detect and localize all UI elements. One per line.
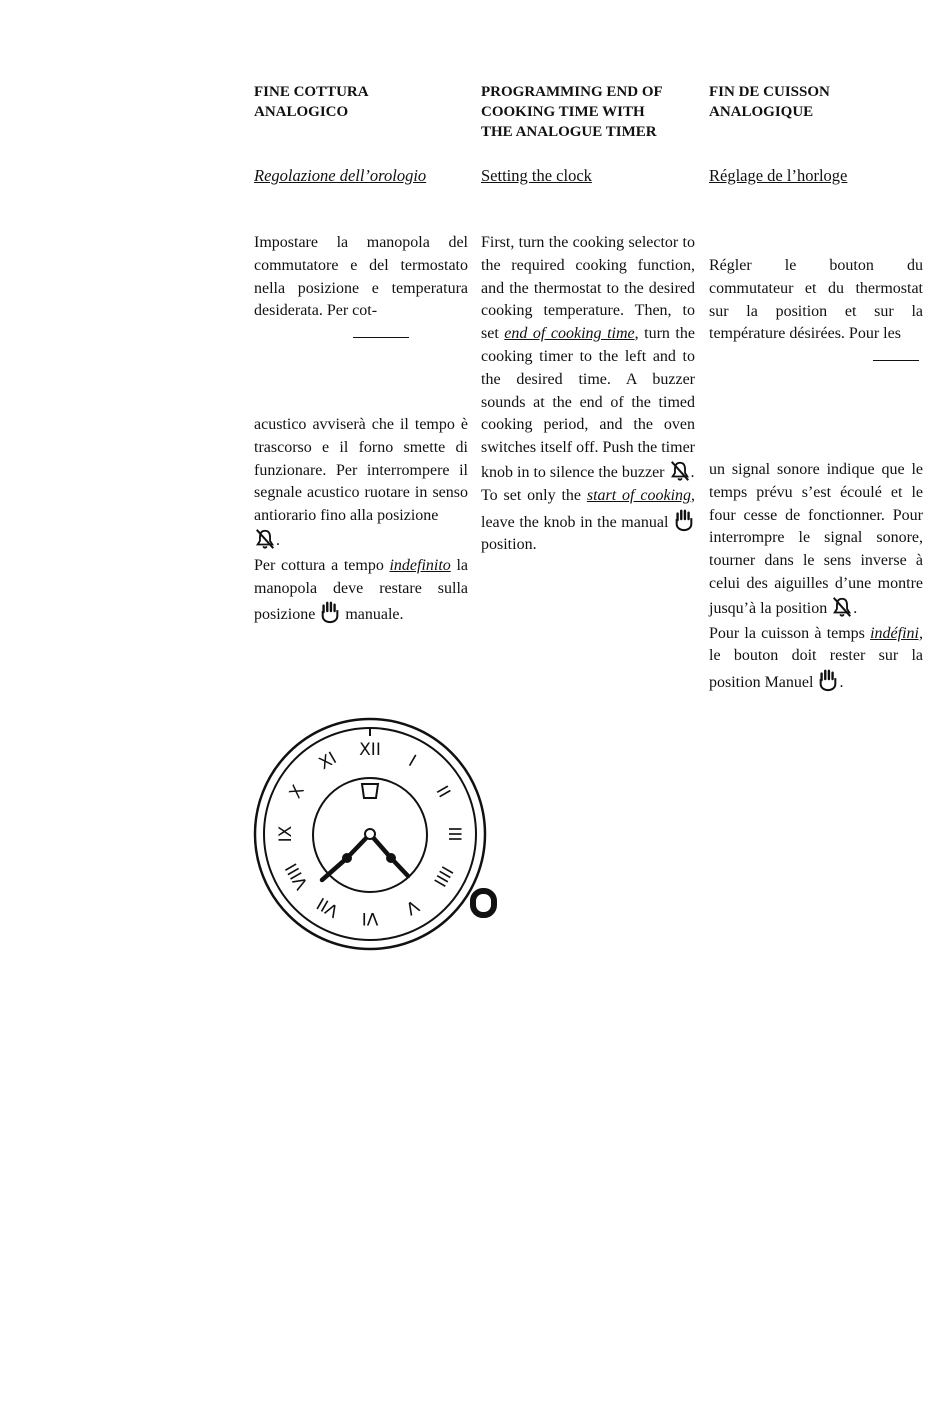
english-text-d: , leave the knob in the manual — [481, 486, 696, 531]
italian-intro-paragraph — [254, 232, 468, 339]
french-indefinite-word: indéfini, — [870, 624, 923, 642]
hand-joint — [342, 853, 352, 863]
french-buzzer-paragraph — [709, 459, 923, 695]
heading-line: THE ANALOGUE TIMER — [481, 124, 657, 140]
period: . — [853, 599, 858, 617]
analogue-timer-illustration — [250, 712, 500, 957]
clock-numeral: XII — [359, 740, 381, 760]
clock-numeral: IX — [276, 825, 296, 843]
period: . — [276, 531, 280, 549]
italian-buzzer-sentence: acustico avviserà che il tempo è trascorso e il forno smette di funzionare. Per interrompere il segnale acustico ruotare in senso antiorario fino alla posizione — [254, 416, 468, 525]
heading-line: COOKING TIME WITH — [481, 104, 645, 120]
clock-numeral: II — [431, 782, 454, 802]
heading-line: ANALOGIQUE — [709, 104, 814, 120]
french-indefinite-end: . — [839, 674, 844, 692]
english-paragraph — [481, 232, 695, 557]
clock-numeral: IIII — [429, 862, 457, 890]
clock-numeral: VI — [361, 908, 379, 928]
italian-indefinite-prefix: Per cottura a tempo — [254, 556, 390, 574]
clock-numeral: VIII — [281, 859, 313, 893]
french-indefinite-text — [709, 623, 923, 695]
heading-french — [709, 82, 923, 122]
pointer-marker-icon — [362, 784, 378, 798]
english-text-b: , turn the cooking timer to the left and to the desired time. A buzzer sounds at the end of the timed cooking period, and the oven switches itself off. Push the timer knob in to silence the buzzer — [481, 325, 695, 481]
italian-indefinite-end: manuale. — [341, 606, 404, 624]
italian-intro-text: Impostare la manopola del commutatore e del termostato nella posizione e temperatura desiderata. Per cot- — [254, 234, 468, 320]
french-buzzer-sentence: un signal sonore indique que le temps prévu s’est écoulé et le four cesse de fonctionner. Pour interrompre le signal sonore, tourner dans le sens inverse à celui des aiguilles d’une montre jusqu’à la position — [709, 461, 923, 617]
clock-center-pivot — [365, 829, 375, 839]
blank-line — [873, 360, 919, 362]
hand-icon — [673, 508, 695, 532]
heading-english — [481, 82, 695, 142]
clock-numeral: III — [444, 826, 464, 842]
italian-indefinite-text — [254, 555, 468, 627]
french-buzzer-text — [709, 459, 923, 621]
french-intro-paragraph — [709, 255, 923, 362]
clock-numeral: VII — [313, 892, 343, 921]
hand-icon — [319, 600, 341, 624]
knob-indicator-icon — [473, 891, 494, 915]
bell-off-icon — [831, 596, 853, 618]
heading-line: FINE COTTURA — [254, 84, 369, 100]
italian-indefinite-word: indefinito — [389, 556, 451, 574]
heading-line: PROGRAMMING END OF — [481, 84, 663, 100]
bell-off-icon — [254, 528, 276, 550]
heading-line: FIN DE CUISSON — [709, 84, 830, 100]
french-intro-text: Régler le bouton du commutateur et du thermostat sur la position et sur la température désirées. Pour les — [709, 257, 923, 343]
hand-joint — [386, 853, 396, 863]
italian-indefinite-mid: la manopola deve restare sulla posizione — [254, 556, 468, 624]
clock-numeral: I — [404, 751, 420, 772]
clock-numeral: X — [285, 781, 309, 803]
subheading-italian: Regolazione dell’orologio — [254, 166, 427, 185]
french-indefinite-mid: le bouton doit rester sur la position Manuel — [709, 647, 923, 692]
subheading-english: Setting the clock — [481, 166, 592, 185]
english-text-end: position. — [481, 536, 537, 554]
english-manual-text — [481, 485, 695, 557]
english-end-of-cooking: end of cooking time — [504, 325, 635, 343]
heading-line: ANALOGICO — [254, 104, 349, 120]
hand-icon — [817, 668, 839, 692]
french-indefinite-prefix: Pour la cuisson à temps — [709, 624, 871, 642]
english-text-c: To set only the — [481, 486, 587, 504]
heading-italian — [254, 82, 468, 122]
bell-off-icon — [669, 460, 691, 482]
english-text-a: First, turn the cooking selector to the required cooking function, and the thermostat to the desired cooking temperature. Then, to set — [481, 234, 695, 343]
clock-numeral: XI — [315, 748, 341, 775]
period: . — [690, 463, 695, 481]
english-start-of-cooking: start of cooking — [586, 486, 692, 504]
blank-line — [353, 337, 409, 339]
clock-numeral: V — [401, 895, 423, 919]
english-timer-text — [481, 232, 695, 485]
italian-buzzer-text — [254, 414, 468, 553]
italian-buzzer-paragraph — [254, 414, 468, 627]
subheading-french: Réglage de l’horloge — [709, 166, 848, 185]
